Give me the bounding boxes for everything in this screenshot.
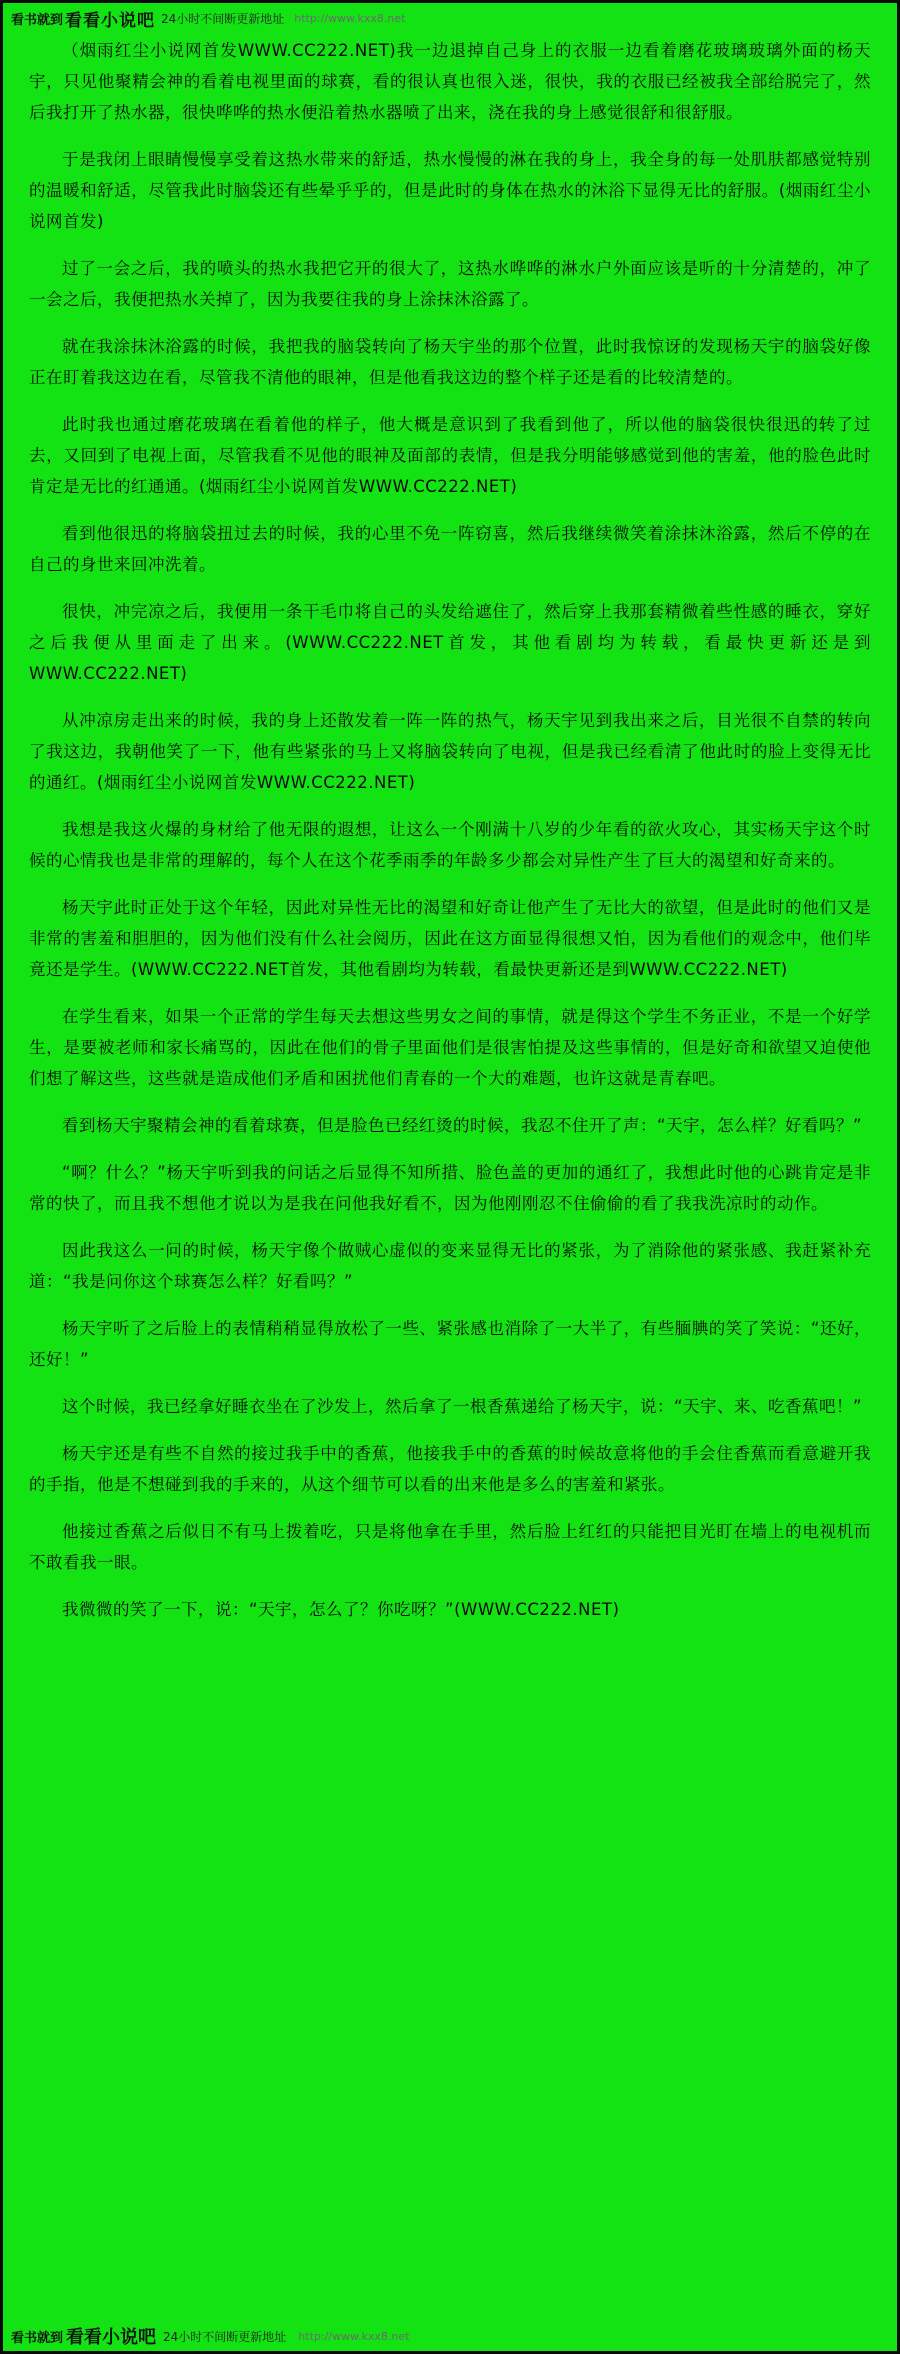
paragraph: 看到杨天宇聚精会神的看着球赛，但是脸色已经红烫的时候，我忍不住开了声：“天宇，怎么样？好看吗？”: [62, 1116, 863, 1135]
paragraph: 从冲凉房走出来的时候，我的身上还散发着一阵一阵的热气，杨天宇见到我出来之后，目光很不自禁的转向了我这边，我朝他笑了一下，他有些紧张的马上又将脑袋转向了电视，但是我已经看清了他此时的脸上变得无比的通红。(烟雨红尘小说网首发WWW.CC222.NET): [29, 711, 871, 792]
paragraph: 杨天宇还是有些不自然的接过我手中的香蕉，他接我手中的香蕉的时候故意将他的手会住香蕉而看意避开我的手指，他是不想碰到我的手来的，从这个细节可以看的出来他是多么的害羞和紧张。: [29, 1444, 871, 1494]
header-brand-prefix: 看书就到: [11, 12, 64, 28]
paragraph: （烟雨红尘小说网首发WWW.CC222.NET)我一边退掉自己身上的衣服一边看着磨花玻璃玻璃外面的杨天宇，只见他聚精会神的看着电视里面的球赛，看的很认真也很入迷，很快，我的衣服已经被我全部给脱完了，然后我打开了热水器，很快哗哗的热水便沿着热水器喷了出来，浇在我的身上感觉很舒和很舒服。: [29, 41, 871, 122]
paragraph: 杨天宇听了之后脸上的表情稍稍显得放松了一些、紧张感也消除了一大半了，有些腼腆的笑了笑说：“还好，还好！”: [29, 1319, 871, 1369]
paragraph: 杨天宇此时正处于这个年轻，因此对异性无比的渴望和好奇让他产生了无比大的欲望，但是此时的他们又是非常的害羞和胆胆的，因为他们没有什么社会阅历，因此在这方面显得很想又怕，因为看他们的观念中，他们毕竟还是学生。(WWW.CC222.NET首发，其他看剧均为转载，看最快更新还是到WWW.CC222.NET): [29, 898, 871, 979]
header-brand-name: 看看小说吧: [65, 10, 156, 31]
paragraph: 于是我闭上眼睛慢慢享受着这热水带来的舒适，热水慢慢的淋在我的身上，我全身的每一处肌肤都感觉特别的温暖和舒适，尽管我此时脑袋还有些晕乎乎的，但是此时的身体在热水的沐浴下显得无比的舒服。(烟雨红尘小说网首发): [29, 150, 871, 231]
paragraph: 很快，冲完凉之后，我便用一条干毛巾将自己的头发给遮住了，然后穿上我那套精微着些性感的睡衣，穿好之后我便从里面走了出来。(WWW.CC222.NET首发，其他看剧均为转载，看最快更新还是到WWW.CC222.NET): [29, 602, 871, 683]
paragraph: 我想是我这火爆的身材给了他无限的遐想，让这么一个刚满十八岁的少年看的欲火攻心，其实杨天宇这个时候的心情我也是非常的理解的，每个人在这个花季雨季的年龄多少都会对异性产生了巨大的渴望和好奇来的。: [29, 820, 871, 870]
header-update-note: 24小时不间断更新地址: [161, 11, 285, 26]
paragraph: 此时我也通过磨花玻璃在看着他的样子，他大概是意识到了我看到他了，所以他的脑袋很快很迅的转了过去，又回到了电视上面，尽管我看不见他的眼神及面部的表情，但是我分明能够感觉到他的害羞，他的脸色此时肯定是无比的红通通。(烟雨红尘小说网首发WWW.CC222.NET): [29, 415, 871, 496]
paragraph: 在学生看来，如果一个正常的学生每天去想这些男女之间的事情，就是得这个学生不务正业，不是一个好学生，是要被老师和家长痛骂的，因此在他们的骨子里面他们是很害怕提及这些事情的，但是好奇和欲望又迫使他们想了解这些，这些就是造成他们矛盾和困扰他们青春的一个大的难题，也许这就是青春吧。: [29, 1007, 871, 1088]
site-footer: [3, 2321, 897, 2351]
novel-text-body: [3, 31, 897, 1651]
paragraph: 这个时候，我已经拿好睡衣坐在了沙发上，然后拿了一根香蕉递给了杨天宇，说：“天宇、来、吃香蕉吧！”: [62, 1397, 863, 1416]
footer-brand-prefix: 看书就到: [11, 2330, 64, 2346]
paragraph: 我微微的笑了一下，说：“天宇，怎么了？你吃呀？”(WWW.CC222.NET): [62, 1600, 620, 1619]
header-site-url[interactable]: http://www.kxx8.net: [294, 11, 406, 25]
paragraph: 过了一会之后，我的喷头的热水我把它开的很大了，这热水哗哗的淋水户外面应该是听的十分清楚的，冲了一会之后，我便把热水关掉了，因为我要往我的身上涂抹沐浴露了。: [29, 259, 871, 309]
paragraph: 他接过香蕉之后似日不有马上拨着吃，只是将他拿在手里，然后脸上红红的只能把目光盯在墙上的电视机而不敢看我一眼。: [29, 1522, 871, 1572]
site-header: [3, 3, 897, 31]
footer-brand-name: 看看小说吧: [66, 2327, 157, 2348]
footer-site-url[interactable]: http://www.kxx8.net: [298, 2329, 410, 2343]
paragraph: 因此我这么一问的时候，杨天宇像个做贼心虚似的变来显得无比的紧张，为了消除他的紧张感、我赶紧补充道：“我是问你这个球赛怎么样？好看吗？”: [29, 1241, 871, 1291]
paragraph: 就在我涂抹沐浴露的时候，我把我的脑袋转向了杨天宇坐的那个位置，此时我惊讶的发现杨天宇的脑袋好像正在盯着我这边在看，尽管我不清他的眼神，但是他看我这边的整个样子还是看的比较清楚的。: [29, 337, 871, 387]
paragraph: 看到他很迅的将脑袋扭过去的时候，我的心里不免一阵窃喜，然后我继续微笑着涂抹沐浴露，然后不停的在自己的身世来回冲洗着。: [29, 524, 871, 574]
paragraph: “啊？什么？”杨天宇听到我的问话之后显得不知所措、脸色盖的更加的通红了，我想此时他的心跳肯定是非常的快了，而且我不想他才说以为是我在问他我好看不，因为他刚刚忍不住偷偷的看了我我洗凉时的动作。: [29, 1163, 871, 1213]
footer-update-note: 24小时不间断更新地址: [163, 2329, 287, 2344]
